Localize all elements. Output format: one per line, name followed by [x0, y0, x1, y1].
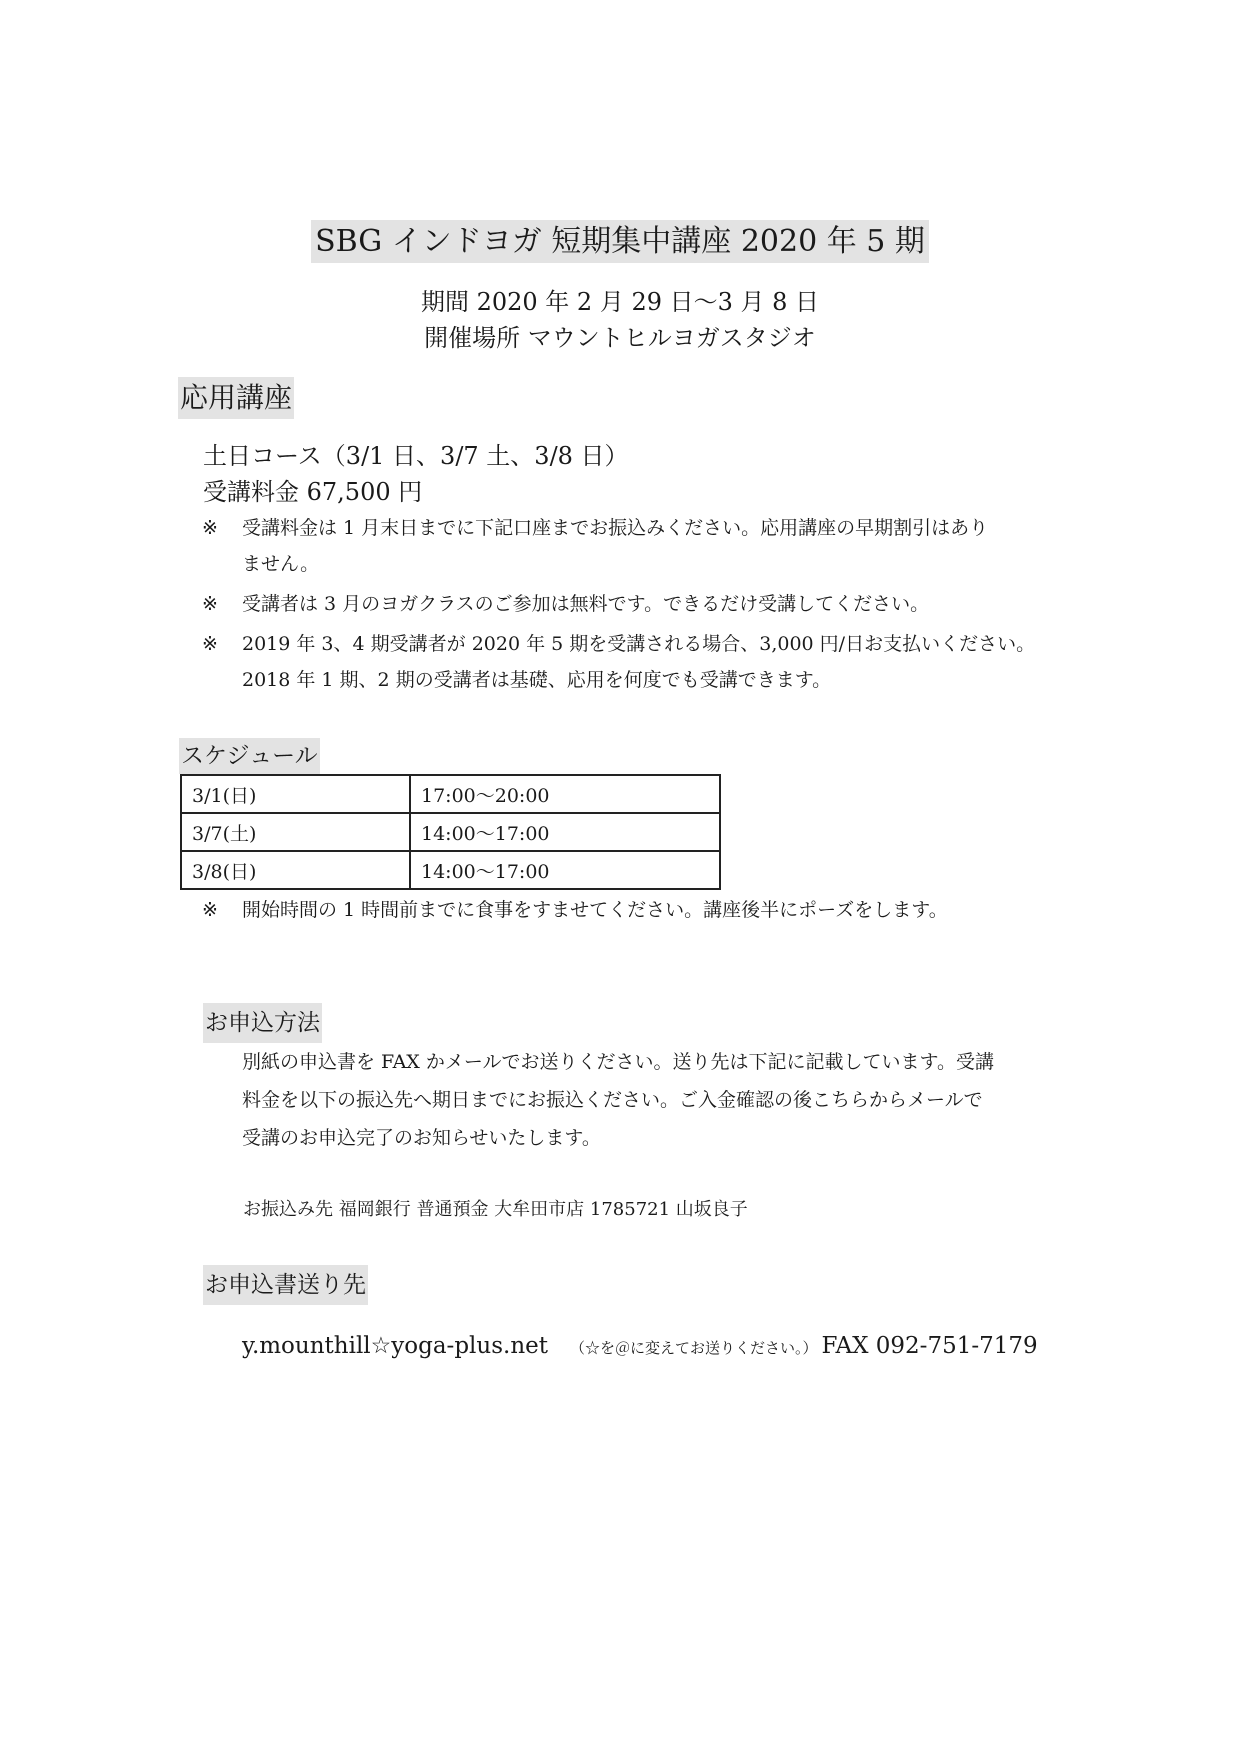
schedule-date: 3/1(日): [181, 775, 410, 813]
send-to-heading: お申込書送り先: [203, 1265, 368, 1305]
note-item: [202, 586, 929, 622]
contact-line: [242, 1327, 1038, 1367]
schedule-table: [180, 774, 721, 890]
course-fee-line: 受講料金 67,500 円: [203, 478, 423, 506]
table-row: [181, 851, 720, 889]
note-text: 受講料金は 1 月末日までに下記口座までお振込みください。応用講座の早期割引はあり: [242, 517, 989, 539]
bank-transfer-info: お振込み先 福岡銀行 普通預金 大牟田市店 1785721 山坂良子: [243, 1199, 748, 1220]
apply-method-heading: お申込方法: [203, 1003, 322, 1043]
note-mark: ※: [202, 899, 218, 921]
schedule-time: 17:00～20:00: [410, 775, 720, 813]
apply-paragraph-line: 料金を以下の振込先へ期日までにお振込ください。ご入金確認の後こちらからメールで: [242, 1089, 983, 1111]
document-title: [0, 218, 1240, 266]
note-text: 開始時間の 1 時間前までに食事をすませてください。講座後半にポーズをします。: [242, 899, 948, 921]
email-note: （☆を＠に変えてお送りください。）: [570, 1339, 818, 1357]
table-row: [181, 775, 720, 813]
note-mark: ※: [202, 593, 218, 615]
schedule-time: 14:00～17:00: [410, 813, 720, 851]
note-text-continued: ません。: [242, 553, 320, 575]
note-text-continued: 2018 年 1 期、2 期の受講者は基礎、応用を何度でも受講できます。: [242, 669, 832, 691]
weekend-course-line: 土日コース（3/1 日、3/7 土、3/8 日）: [203, 442, 629, 470]
schedule-date: 3/7(土): [181, 813, 410, 851]
apply-paragraph-line: 別紙の申込書を FAX かメールでお送りください。送り先は下記に記載しています。受講: [242, 1051, 994, 1073]
table-row: [181, 813, 720, 851]
note-item: [202, 510, 988, 546]
apply-paragraph-line: 受講のお申込完了のお知らせいたします。: [242, 1127, 601, 1149]
contact-email: y.mounthill☆yoga-plus.net: [242, 1333, 548, 1359]
schedule-heading: スケジュール: [179, 738, 320, 774]
note-mark: ※: [202, 517, 218, 539]
schedule-time: 14:00～17:00: [410, 851, 720, 889]
note-mark: ※: [202, 633, 218, 655]
course-venue: 開催場所 マウントヒルヨガスタジオ: [424, 324, 816, 352]
note-text: 2019 年 3、4 期受講者が 2020 年 5 期を受講される場合、3,000 円/日お支払いください。: [242, 633, 1036, 655]
note-text: 受講者は 3 月のヨガクラスのご参加は無料です。できるだけ受講してください。: [242, 593, 930, 615]
applied-course-heading: 応用講座: [178, 377, 294, 419]
document-title-text: SBG インドヨガ 短期集中講座 2020 年 5 期: [311, 220, 929, 263]
contact-fax: FAX 092-751-7179: [821, 1333, 1038, 1359]
course-period: 期間 2020 年 2 月 29 日～3 月 8 日: [420, 288, 820, 316]
schedule-date: 3/8(日): [181, 851, 410, 889]
schedule-note: [202, 892, 948, 928]
note-item: [202, 626, 1035, 662]
